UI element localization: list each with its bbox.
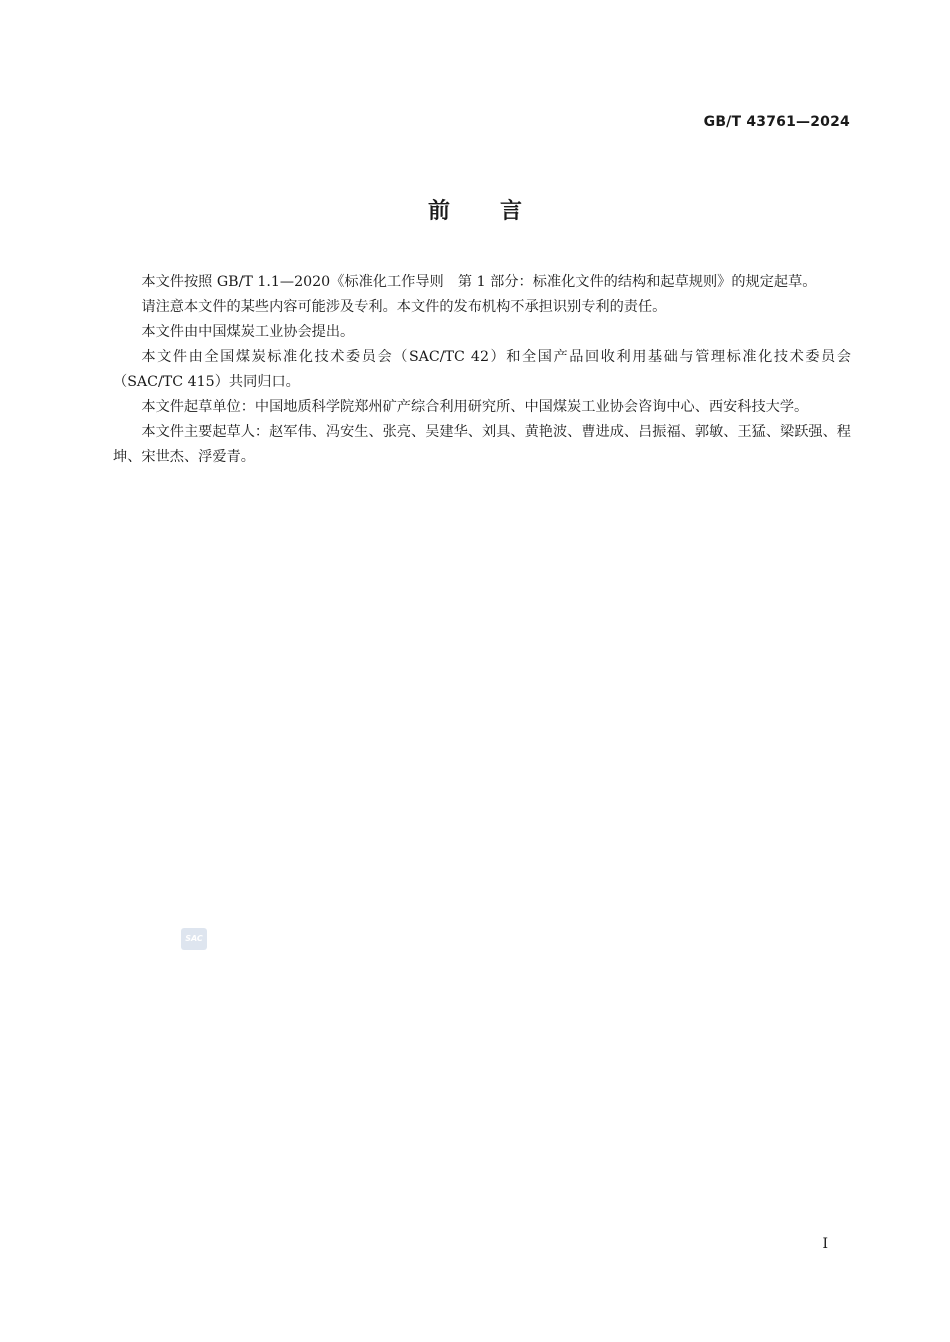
standard-number: GB/T 43761—2024 <box>703 114 850 130</box>
page-number: I <box>822 1236 828 1252</box>
paragraph-proposer: 本文件由中国煤炭工业协会提出。 <box>141 324 355 340</box>
page-title: 前言 <box>427 199 572 224</box>
foreword-body <box>113 270 851 470</box>
paragraph-drafting-units: 本文件起草单位：中国地质科学院郑州矿产综合利用研究所、中国煤炭工业协会咨询中心、西安科技大学。 <box>141 399 809 415</box>
paragraph-patent-notice: 请注意本文件的某些内容可能涉及专利。本文件的发布机构不承担识别专利的责任。 <box>141 299 667 315</box>
paragraph-main-drafters: 本文件主要起草人：赵军伟、冯安生、张亮、吴建华、刘具、黄艳波、曹进成、吕振福、郭敏、王猛、梁跃强、程坤、宋世杰、浮爱青。 <box>113 424 851 465</box>
paragraph-technical-committee: 本文件由全国煤炭标准化技术委员会（SAC/TC 42）和全国产品回收利用基础与管理标准化技术委员会（SAC/TC 415）共同归口。 <box>113 349 851 390</box>
paragraph-drafting-rules: 本文件按照 GB/T 1.1—2020《标准化工作导则 第 1 部分：标准化文件的结构和起草规则》的规定起草。 <box>141 274 817 290</box>
sac-watermark-logo-icon: SAC <box>181 928 207 950</box>
